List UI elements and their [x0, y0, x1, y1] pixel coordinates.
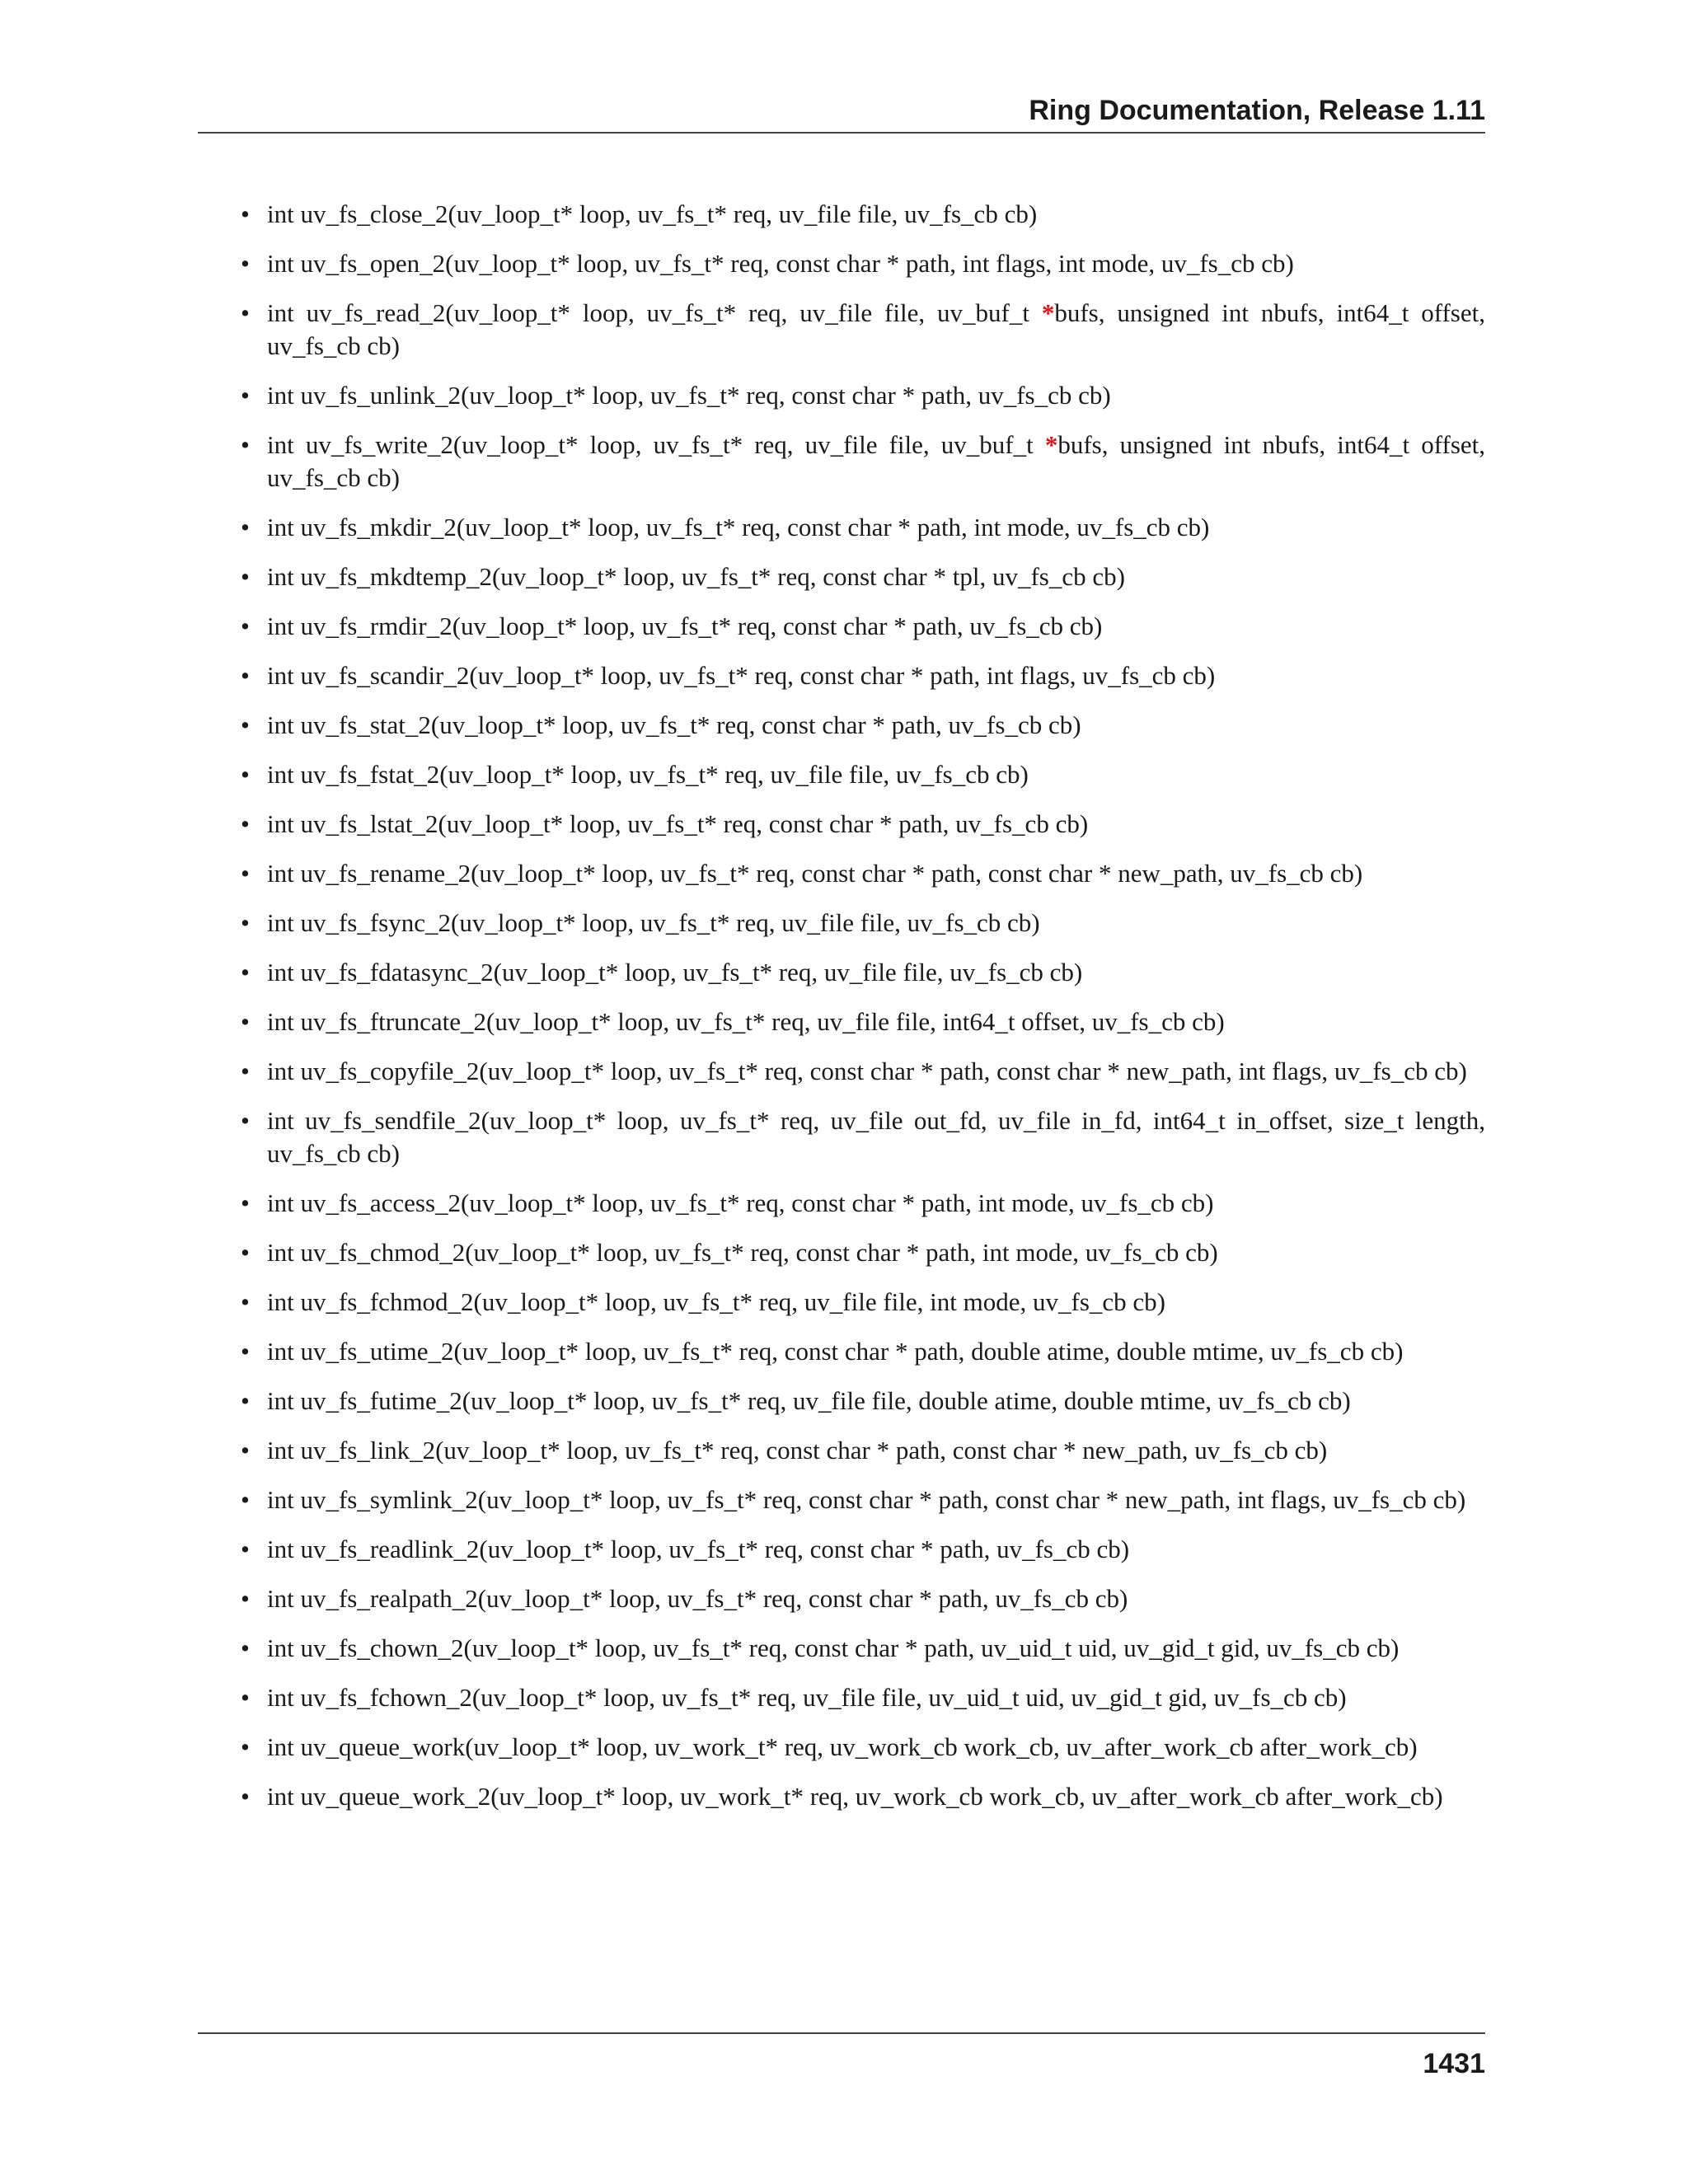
signature-text: int uv_fs_write_2(uv_loop_t* loop, uv_fs_t* req, uv_file file, uv_buf_t [267, 430, 1045, 459]
page-footer [198, 2032, 1485, 2079]
function-signature-item: • int uv_fs_ftruncate_2(uv_loop_t* loop, uv_fs_t* req, uv_file file, int64_t offset, uv_fs_cb cb) [241, 1005, 1485, 1038]
page-header [198, 89, 1485, 134]
function-signature-item: • int uv_fs_rename_2(uv_loop_t* loop, uv_fs_t* req, const char * path, const char * new_path, uv_fs_cb cb) [241, 857, 1485, 890]
pointer-asterisk: * [1041, 298, 1055, 327]
document-title: Ring Documentation, Release 1.11 [1029, 95, 1485, 126]
function-signature-item: • int uv_fs_fstat_2(uv_loop_t* loop, uv_fs_t* req, uv_file file, uv_fs_cb cb) [241, 758, 1485, 791]
function-signature-item: • int uv_fs_open_2(uv_loop_t* loop, uv_fs_t* req, const char * path, int flags, int mode, uv_fs_cb cb) [241, 247, 1485, 280]
function-signature-item: • int uv_fs_sendfile_2(uv_loop_t* loop, uv_fs_t* req, uv_file out_fd, uv_file in_fd, int64_t in_offset, size_t length, uv_fs_cb cb) [241, 1104, 1485, 1170]
function-signature-item: • int uv_fs_fdatasync_2(uv_loop_t* loop, uv_fs_t* req, uv_file file, uv_fs_cb cb) [241, 956, 1485, 989]
signature-text: bufs, unsigned int nbufs, int64_t offset, uv_fs_cb cb) [267, 430, 1486, 492]
function-signature-list [241, 198, 1485, 1813]
function-signature-item: • int uv_fs_unlink_2(uv_loop_t* loop, uv_fs_t* req, const char * path, uv_fs_cb cb) [241, 379, 1485, 412]
function-signature-item: • int uv_fs_scandir_2(uv_loop_t* loop, uv_fs_t* req, const char * path, int flags, uv_fs_cb cb) [241, 659, 1485, 692]
function-signature-item: • int uv_fs_chmod_2(uv_loop_t* loop, uv_fs_t* req, const char * path, int mode, uv_fs_cb cb) [241, 1236, 1485, 1269]
function-signature-item: • int uv_fs_chown_2(uv_loop_t* loop, uv_fs_t* req, const char * path, uv_uid_t uid, uv_gid_t gid, uv_fs_cb cb) [241, 1632, 1485, 1665]
signature-text: bufs, unsigned int nbufs, int64_t offset, uv_fs_cb cb) [267, 298, 1485, 360]
function-signature-item: • int uv_fs_link_2(uv_loop_t* loop, uv_fs_t* req, const char * path, const char * new_path, uv_fs_cb cb) [241, 1434, 1485, 1467]
function-signature-item: • int uv_fs_rmdir_2(uv_loop_t* loop, uv_fs_t* req, const char * path, uv_fs_cb cb) [241, 610, 1485, 643]
function-signature-item [241, 429, 1485, 494]
function-signature-item: • int uv_fs_fsync_2(uv_loop_t* loop, uv_fs_t* req, uv_file file, uv_fs_cb cb) [241, 907, 1485, 940]
function-signature-item [241, 297, 1485, 363]
signature-text: int uv_fs_read_2(uv_loop_t* loop, uv_fs_t* req, uv_file file, uv_buf_t [267, 298, 1042, 327]
function-signature-item: • int uv_fs_mkdtemp_2(uv_loop_t* loop, uv_fs_t* req, const char * tpl, uv_fs_cb cb) [241, 560, 1485, 593]
function-signature-item: • int uv_fs_fchmod_2(uv_loop_t* loop, uv_fs_t* req, uv_file file, int mode, uv_fs_cb cb) [241, 1286, 1485, 1319]
function-signature-item: • int uv_fs_futime_2(uv_loop_t* loop, uv_fs_t* req, uv_file file, double atime, double mtime, uv_fs_cb cb) [241, 1385, 1485, 1418]
function-signature-item: • int uv_fs_fchown_2(uv_loop_t* loop, uv_fs_t* req, uv_file file, uv_uid_t uid, uv_gid_t gid, uv_fs_cb cb) [241, 1681, 1485, 1714]
function-signature-item: • int uv_fs_close_2(uv_loop_t* loop, uv_fs_t* req, uv_file file, uv_fs_cb cb) [241, 198, 1485, 231]
function-signature-item: • int uv_fs_symlink_2(uv_loop_t* loop, uv_fs_t* req, const char * path, const char * new_path, int flags, uv_fs_cb cb) [241, 1483, 1485, 1516]
function-signature-item: • int uv_fs_copyfile_2(uv_loop_t* loop, uv_fs_t* req, const char * path, const char * new_path, int flags, uv_fs_cb cb) [241, 1055, 1485, 1088]
function-signature-item: • int uv_queue_work_2(uv_loop_t* loop, uv_work_t* req, uv_work_cb work_cb, uv_after_work_cb after_work_cb) [241, 1780, 1485, 1813]
page-number: 1431 [1423, 2048, 1485, 2079]
function-list-section [241, 198, 1485, 1830]
function-signature-item: • int uv_fs_realpath_2(uv_loop_t* loop, uv_fs_t* req, const char * path, uv_fs_cb cb) [241, 1582, 1485, 1615]
function-signature-item: • int uv_queue_work(uv_loop_t* loop, uv_work_t* req, uv_work_cb work_cb, uv_after_work_cb after_work_cb) [241, 1731, 1485, 1764]
function-signature-item: • int uv_fs_utime_2(uv_loop_t* loop, uv_fs_t* req, const char * path, double atime, double mtime, uv_fs_cb cb) [241, 1335, 1485, 1368]
pointer-asterisk: * [1044, 430, 1058, 459]
function-signature-item: • int uv_fs_access_2(uv_loop_t* loop, uv_fs_t* req, const char * path, int mode, uv_fs_cb cb) [241, 1187, 1485, 1220]
function-signature-item: • int uv_fs_stat_2(uv_loop_t* loop, uv_fs_t* req, const char * path, uv_fs_cb cb) [241, 709, 1485, 742]
function-signature-item: • int uv_fs_lstat_2(uv_loop_t* loop, uv_fs_t* req, const char * path, uv_fs_cb cb) [241, 808, 1485, 841]
function-signature-item: • int uv_fs_mkdir_2(uv_loop_t* loop, uv_fs_t* req, const char * path, int mode, uv_fs_cb cb) [241, 511, 1485, 544]
function-signature-item: • int uv_fs_readlink_2(uv_loop_t* loop, uv_fs_t* req, const char * path, uv_fs_cb cb) [241, 1533, 1485, 1566]
